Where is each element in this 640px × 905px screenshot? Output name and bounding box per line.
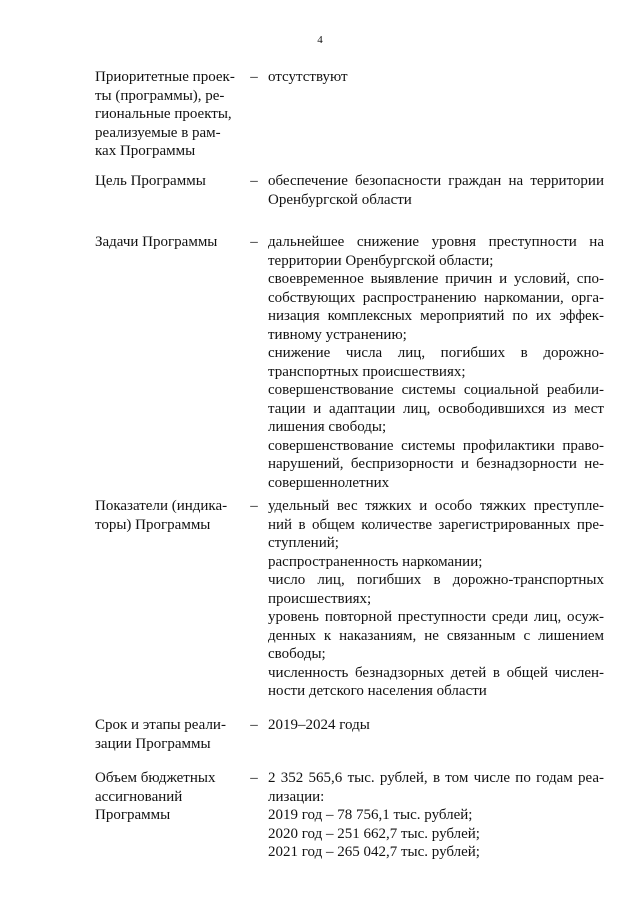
value-paragraph — [268, 381, 604, 437]
label-line: ассигнований — [95, 788, 183, 805]
label-line: Приоритетные проек- — [95, 69, 235, 85]
label-line: зации Программы — [95, 735, 211, 752]
priority-projects-value — [268, 68, 604, 87]
priority-projects-label — [95, 68, 245, 161]
value-line: число лиц, погибших в дорожно-транспортных — [268, 572, 604, 588]
program-indicators-value — [268, 497, 604, 701]
value-line: распространенность наркомании; — [268, 553, 483, 570]
dash-separator: – — [250, 498, 258, 514]
value-paragraph — [268, 608, 604, 664]
value-line: тации и адаптации лиц, освободившихся из мест — [268, 400, 604, 417]
program-term-label — [95, 716, 245, 753]
value-line: численность безнадзорных детей в общей числен- — [268, 664, 604, 681]
value-line: своевременное выявление причин и условий, спо- — [268, 271, 604, 287]
value-line: совершенствование системы социальной реабили- — [268, 382, 604, 398]
value-line: лизации: — [268, 788, 325, 805]
dash-separator: – — [250, 69, 258, 85]
label-line: ках Программы — [95, 143, 196, 159]
value-line: удельный вес тяжких и особо тяжких преступле- — [268, 498, 604, 514]
value-line: обеспечение безопасности граждан на территории — [268, 173, 604, 189]
value-paragraph — [268, 843, 604, 862]
program-term-value — [268, 716, 604, 735]
label-line: реализуемые в рам- — [95, 124, 221, 141]
value-line: транспортных происшествиях; — [268, 363, 466, 380]
value-line: происшествиях; — [268, 590, 372, 607]
label-line: Показатели (индика- — [95, 498, 228, 514]
value-line: Оренбургской области — [268, 191, 412, 208]
value-paragraph — [268, 553, 604, 572]
value-paragraph — [268, 716, 604, 735]
value-line: нарушений, беспризорности и безнадзорности не- — [268, 456, 604, 472]
value-paragraph — [268, 68, 604, 87]
program-tasks-label — [95, 233, 245, 252]
value-paragraph — [268, 571, 604, 608]
label-line: Программы — [95, 807, 171, 823]
program-budget-value — [268, 769, 604, 862]
program-goal-label — [95, 172, 245, 191]
value-paragraph — [268, 270, 604, 344]
dash-separator: – — [250, 173, 258, 189]
value-line: тивному устранению; — [268, 326, 407, 343]
value-line: лишения свободы; — [268, 419, 387, 435]
value-paragraph — [268, 233, 604, 270]
value-paragraph — [268, 172, 604, 209]
value-line: 2019–2024 годы — [268, 717, 370, 733]
value-line: низация комплексных мероприятий по их эффек- — [268, 308, 604, 324]
program-indicators-label — [95, 497, 245, 534]
value-line: ности детского населения области — [268, 683, 487, 699]
value-line: уровень повторной преступности среди лиц, осуж- — [268, 609, 604, 625]
value-paragraph — [268, 344, 604, 381]
value-line: 2 352 565,6 тыс. рублей, в том числе по годам реа- — [268, 770, 604, 786]
label-line: Цель Программы — [95, 173, 206, 189]
dash-separator: – — [250, 717, 258, 733]
value-line: денных к наказаниям, не связанным с лишением — [268, 627, 604, 644]
value-paragraph — [268, 769, 604, 806]
program-goal-value — [268, 172, 604, 209]
value-paragraph — [268, 806, 604, 825]
value-line: ний в общем количестве зарегистрированных пре- — [268, 516, 604, 533]
label-line: ты (программы), ре- — [95, 87, 225, 104]
value-line: ступлений; — [268, 535, 339, 551]
label-line: гиональные проекты, — [95, 106, 232, 122]
value-line: 2019 год – 78 756,1 тыс. рублей; — [268, 807, 473, 823]
value-line: свободы; — [268, 646, 326, 662]
value-line: совершеннолетних — [268, 474, 390, 491]
label-line: Срок и этапы реали- — [95, 717, 226, 733]
value-line: отсутствуют — [268, 69, 348, 85]
page-number: 4 — [317, 34, 323, 46]
label-line: Задачи Программы — [95, 234, 218, 250]
label-line: Объем бюджетных — [95, 770, 216, 786]
dash-separator: – — [250, 234, 258, 250]
label-line: торы) Программы — [95, 516, 211, 533]
value-paragraph — [268, 437, 604, 493]
value-paragraph — [268, 497, 604, 553]
program-tasks-value — [268, 233, 604, 492]
value-line: собствующих распространению наркомании, орга- — [268, 289, 604, 306]
value-line: совершенствование системы профилактики право- — [268, 437, 604, 454]
program-budget-label — [95, 769, 245, 825]
value-line: 2020 год – 251 662,7 тыс. рублей; — [268, 825, 480, 842]
value-line: снижение числа лиц, погибших в дорожно- — [268, 345, 604, 361]
value-paragraph — [268, 825, 604, 844]
value-line: территории Оренбургской области; — [268, 252, 494, 269]
dash-separator: – — [250, 770, 258, 786]
value-paragraph — [268, 664, 604, 701]
value-line: дальнейшее снижение уровня преступности на — [268, 234, 604, 250]
value-line: 2021 год – 265 042,7 тыс. рублей; — [268, 844, 480, 860]
